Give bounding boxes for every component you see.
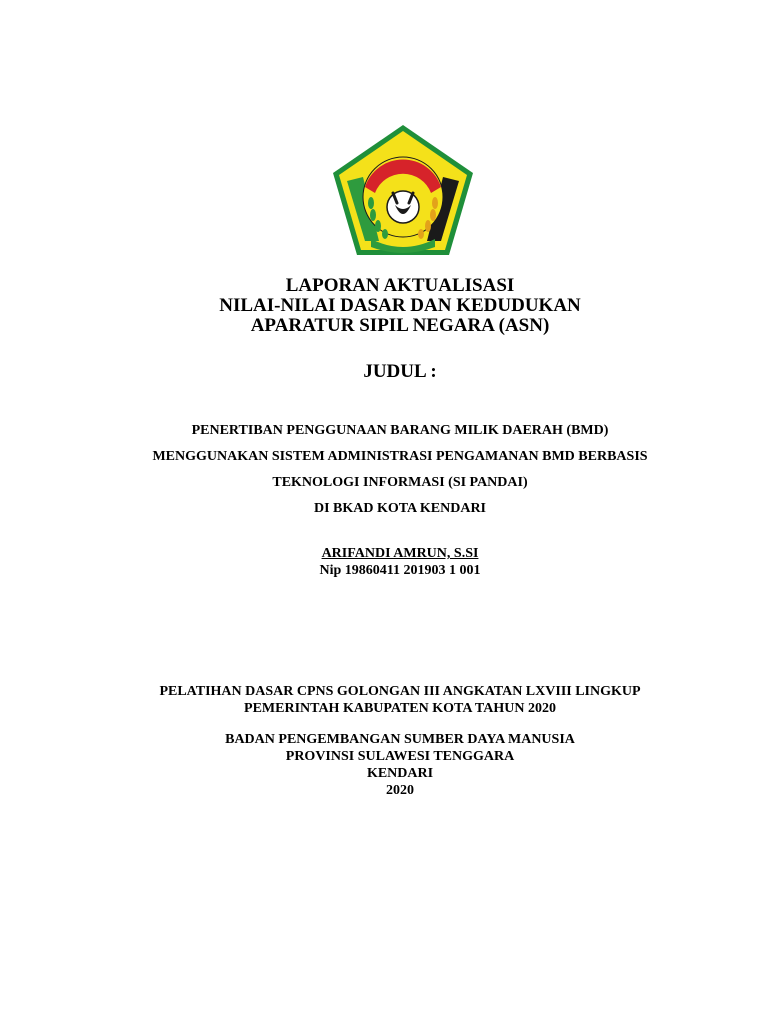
training-line-2: PEMERINTAH KABUPATEN KOTA TAHUN 2020: [244, 701, 556, 716]
training-line-1: PELATIHAN DASAR CPNS GOLONGAN III ANGKATAN LXVIII LINGKUP: [159, 684, 641, 699]
title-line-3: APARATUR SIPIL NEGARA (ASN): [250, 315, 550, 336]
author-nip: Nip 19860411 201903 1 001: [319, 563, 481, 578]
judul-label: JUDUL :: [363, 361, 437, 382]
subject-line-1: PENERTIBAN PENGGUNAAN BARANG MILIK DAERAH (BMD): [191, 423, 609, 438]
judul-heading: [0, 362, 768, 382]
report-title: [0, 276, 768, 336]
agency-city: KENDARI: [366, 766, 434, 781]
title-line-1: LAPORAN AKTUALISASI: [285, 275, 515, 296]
subject-line-3: TEKNOLOGI INFORMASI (SI PANDAI): [272, 475, 528, 490]
report-subject: [0, 418, 768, 522]
agency-info: [0, 731, 768, 799]
sulawesi-tenggara-emblem-logo: [331, 123, 475, 257]
author-block: [0, 545, 768, 579]
author-name: ARIFANDI AMRUN, S.SI: [321, 546, 479, 561]
title-line-2: NILAI-NILAI DASAR DAN KEDUDUKAN: [219, 295, 581, 316]
agency-line-1: BADAN PENGEMBANGAN SUMBER DAYA MANUSIA: [225, 732, 575, 747]
subject-line-4: DI BKAD KOTA KENDARI: [313, 501, 487, 516]
subject-line-2: MENGGUNAKAN SISTEM ADMINISTRASI PENGAMANAN BMD BERBASIS: [152, 449, 648, 464]
agency-year: 2020: [386, 783, 414, 798]
training-info: [0, 683, 768, 717]
agency-line-2: PROVINSI SULAWESI TENGGARA: [285, 749, 515, 764]
